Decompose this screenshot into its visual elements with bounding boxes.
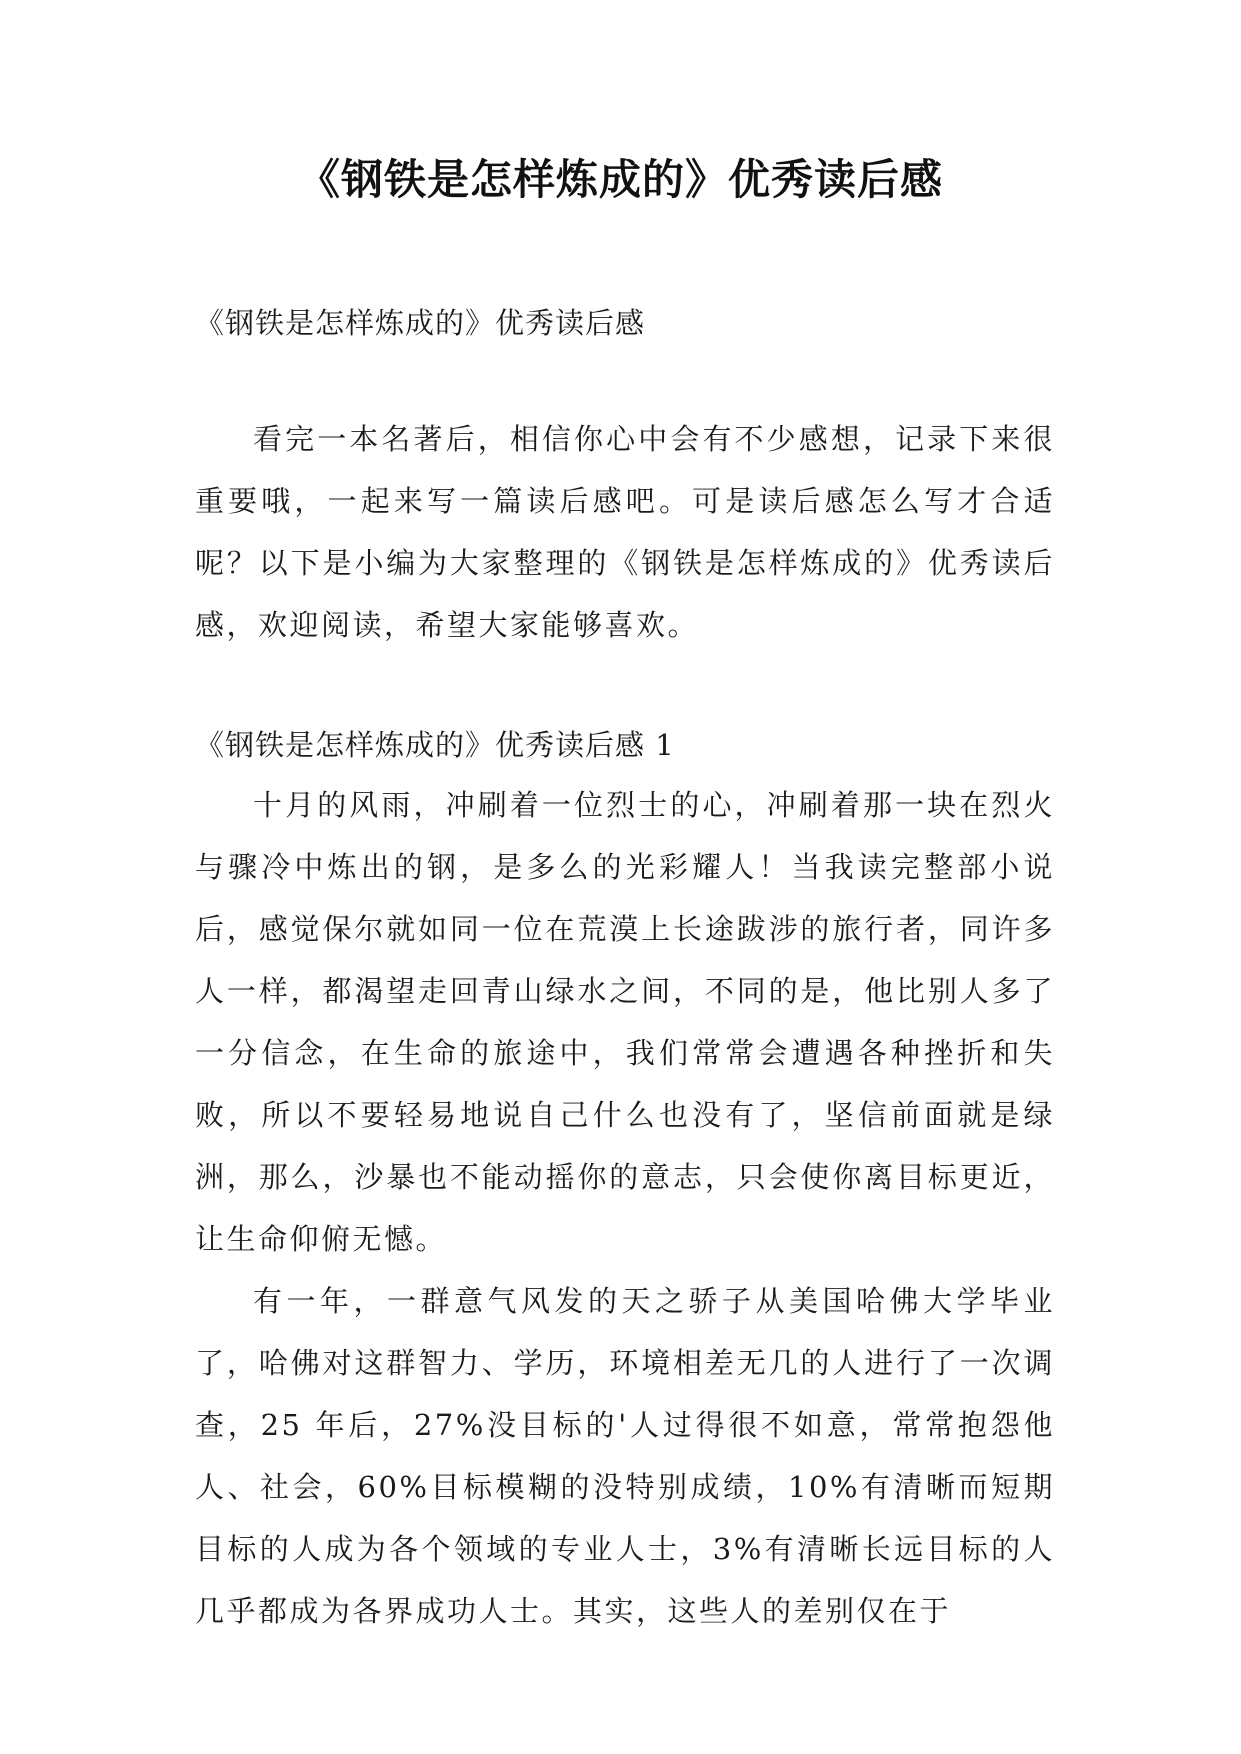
document-body (195, 294, 1055, 1642)
spacer (195, 656, 1055, 716)
body-paragraph: 有一年，一群意气风发的天之骄子从美国哈佛大学毕业了，哈佛对这群智力、学历，环境相差无几的人进行了一次调查，25 年后，27%没目标的'人过得很不如意，常常抱怨他人、社会，60%目标模糊的没特别成绩，10%有清晰而短期目标的人成为各个领域的专业人士，3%有清晰长远目标的人几乎都成为各界成功人士。其实，这些人的差别仅在于 (195, 1284, 1055, 1628)
document-subtitle: 《钢铁是怎样炼成的》优秀读后感 (195, 306, 646, 340)
document-title: 《钢铁是怎样炼成的》优秀读后感 (297, 155, 943, 204)
section-heading: 《钢铁是怎样炼成的》优秀读后感 1 (195, 728, 675, 762)
body-paragraph: 十月的风雨，冲刷着一位烈士的心，冲刷着那一块在烈火与骤冷中炼出的钢，是多么的光彩耀人！当我读完整部小说后，感觉保尔就如同一位在荒漠上长途跋涉的旅行者，同许多人一样，都渴望走回青山绿水之间，不同的是，他比别人多了一分信念，在生命的旅途中，我们常常会遭遇各种挫折和失败，所以不要轻易地说自己什么也没有了，坚信前面就是绿洲，那么，沙暴也不能动摇你的意志，只会使你离目标更近，让生命仰俯无憾。 (195, 788, 1055, 1256)
intro-paragraph: 看完一本名著后，相信你心中会有不少感想，记录下来很重要哦，一起来写一篇读后感吧。可是读后感怎么写才合适呢？以下是小编为大家整理的《钢铁是怎样炼成的》优秀读后感，欢迎阅读，希望大家能够喜欢。 (195, 422, 1055, 642)
spacer (195, 352, 1055, 408)
